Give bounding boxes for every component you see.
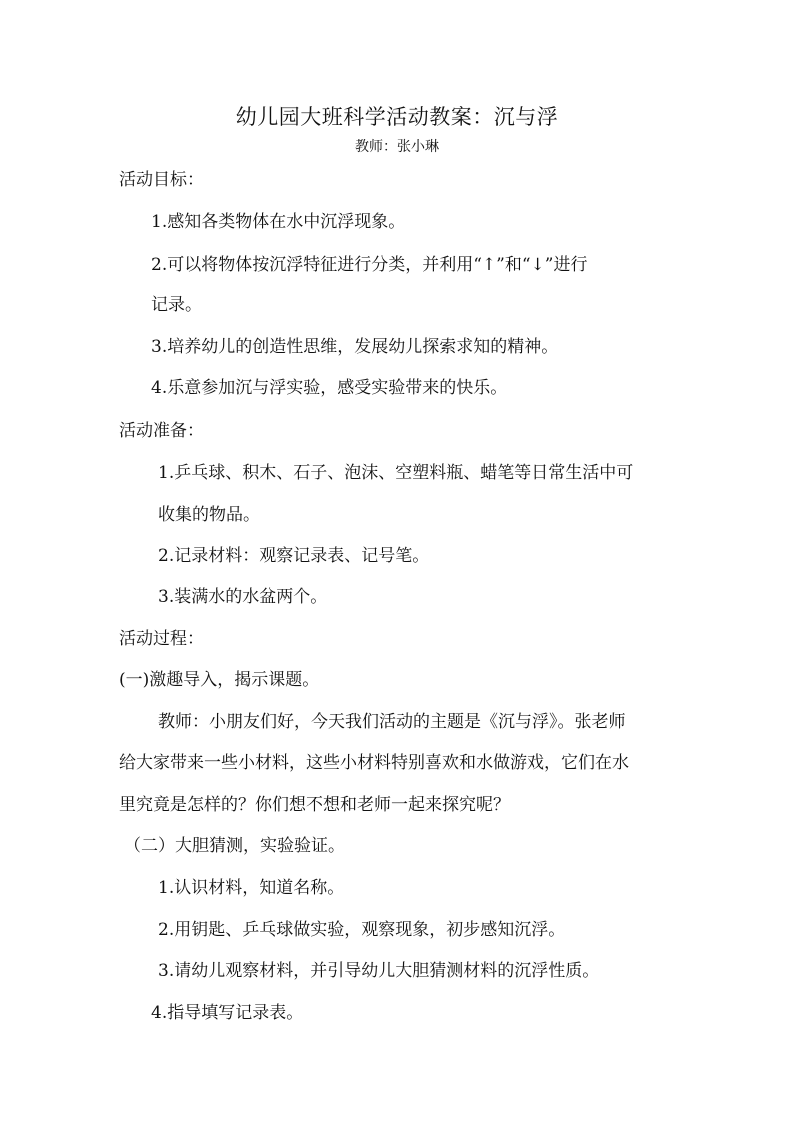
goal-item-1: 1.感知各类物体在水中沉浮现象。: [151, 212, 406, 232]
preparation-item-1-continued: 收集的物品。: [158, 505, 260, 525]
goal-item-4: 4.乐意参加沉与浮实验，感受实验带来的快乐。: [151, 378, 508, 398]
process-part1-heading: (一)激趣导入，揭示课题。: [119, 670, 320, 690]
goals-heading: 活动目标：: [119, 170, 204, 190]
process-part2-item-3: 3.请幼儿观察材料，并引导幼儿大胆猜测材料的沉浮性质。: [158, 961, 600, 981]
process-part1-line-1: 教师：小朋友们好，今天我们活动的主题是《沉与浮》。张老师: [158, 712, 626, 732]
process-part2-item-4: 4.指导填写记录表。: [151, 1003, 304, 1023]
process-part1-line-2: 给大家带来一些小材料，这些小材料特别喜欢和水做游戏，它们在水: [119, 753, 629, 773]
document-title: 幼儿园大班科学活动教案：沉与浮: [235, 105, 559, 129]
process-heading: 活动过程：: [119, 629, 204, 649]
preparation-item-1: 1.乒乓球、积木、石子、泡沫、空塑料瓶、蜡笔等日常生活中可: [158, 463, 634, 483]
goal-item-2: 2.可以将物体按沉浮特征进行分类，并利用“↑”和“↓”进行: [151, 255, 588, 275]
preparation-heading: 活动准备：: [119, 421, 204, 441]
teacher-name: 教师：张小琳: [355, 139, 439, 155]
process-part2-item-1: 1.认识材料，知道名称。: [158, 878, 345, 898]
process-part1-line-3: 里究竟是怎样的？你们想不想和老师一起来探究呢？: [119, 795, 510, 815]
process-part2-item-2: 2.用钥匙、乒乓球做实验，观察现象，初步感知沉浮。: [158, 920, 566, 940]
preparation-item-2: 2.记录材料：观察记录表、记号笔。: [158, 546, 430, 566]
preparation-item-3: 3.装满水的水盆两个。: [158, 587, 328, 607]
goal-item-2-continued: 记录。: [151, 295, 202, 315]
goal-item-3: 3.培养幼儿的创造性思维，发展幼儿探索求知的精神。: [151, 337, 559, 357]
process-part2-heading: （二）大胆猜测，实验验证。: [124, 836, 345, 856]
